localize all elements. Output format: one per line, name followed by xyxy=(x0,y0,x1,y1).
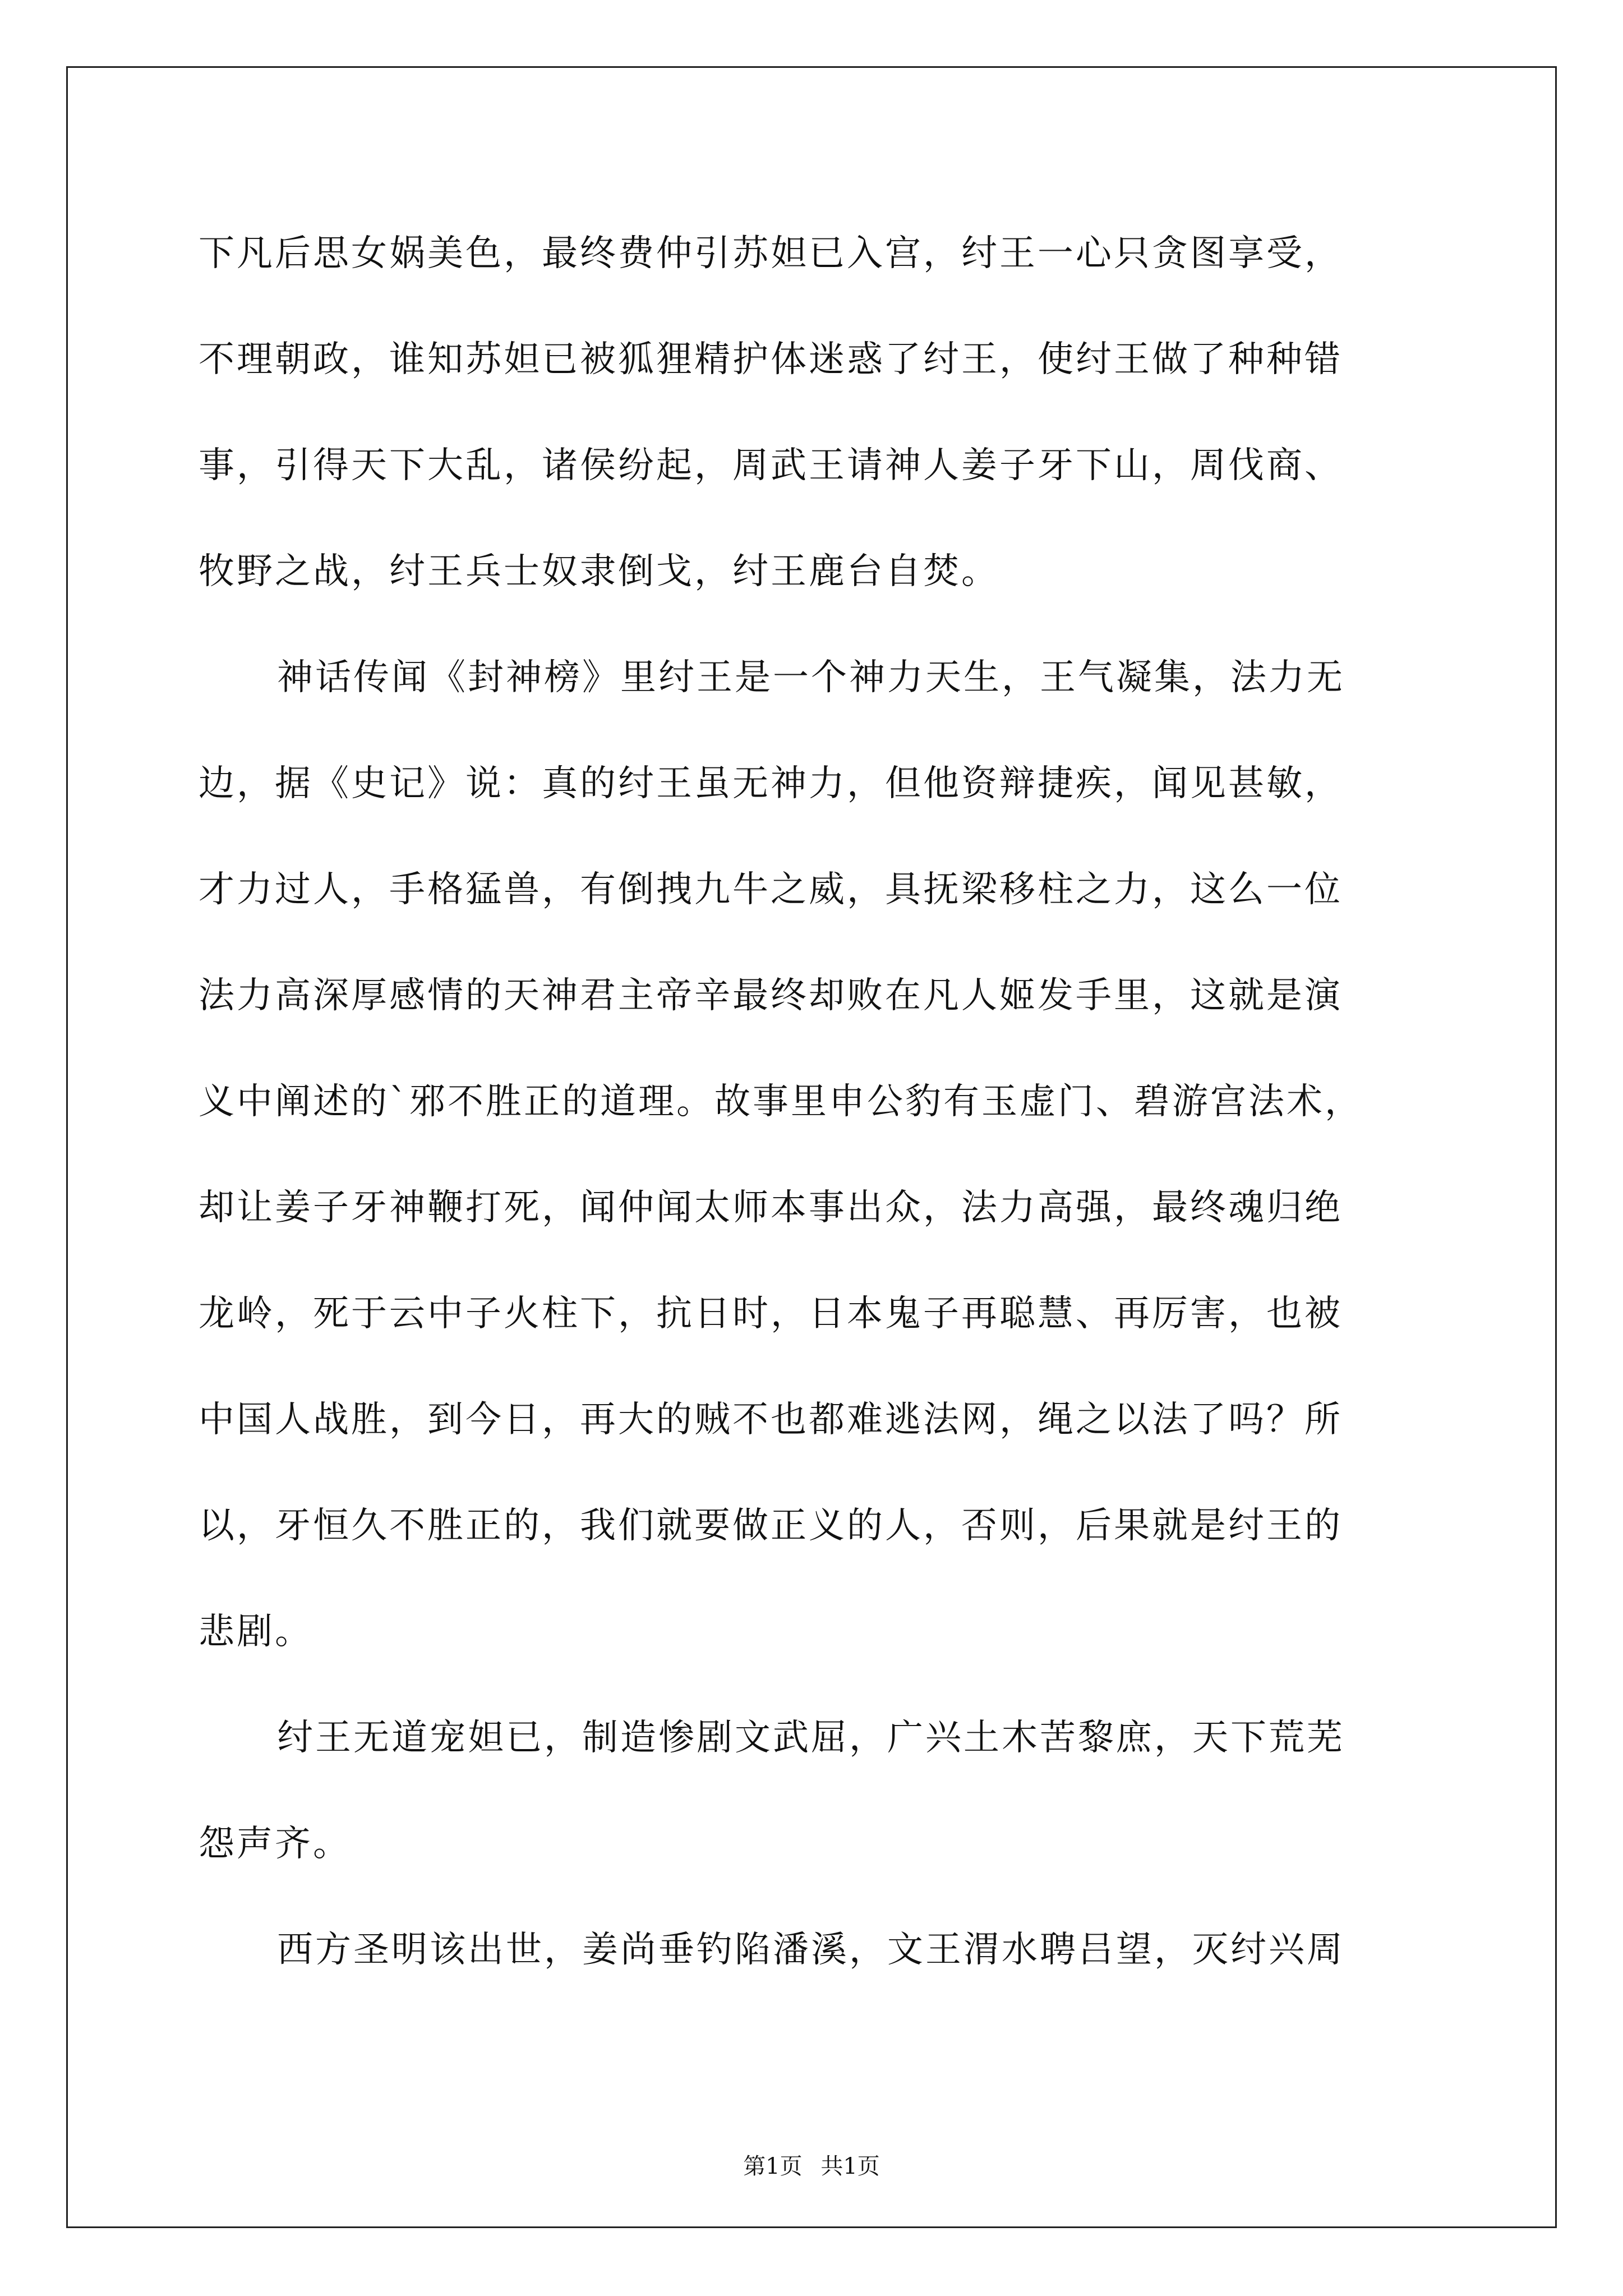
paragraph-first-line: 神话传闻《封神榜》里纣王是一个神力天生，王气凝集，法力无 xyxy=(277,657,1345,698)
text-line: 中国人战胜，到今日，再大的贼不也都难逃法网，绳之以法了吗？所 xyxy=(199,1399,1343,1441)
document-body xyxy=(199,201,1427,2003)
text-line: 却让姜子牙神鞭打死，闻仲闻太师本事出众，法力高强，最终魂归绝 xyxy=(199,1187,1343,1228)
text-line: 法力高深厚感情的天神君主帝辛最终却败在凡人姬发手里，这就是演 xyxy=(199,975,1343,1016)
paragraph-first-line: 西方圣明该出世，姜尚垂钓陷潘溪，文王渭水聘吕望，灭纣兴周 xyxy=(277,1929,1345,1971)
text-line: 下凡后思女娲美色，最终费仲引苏妲已入宫，纣王一心只贪图享受， xyxy=(199,233,1343,274)
text-line: 牧野之战，纣王兵士奴隶倒戈，纣王鹿台自焚。 xyxy=(199,551,999,592)
text-line: 龙岭，死于云中子火柱下，抗日时，日本鬼子再聪慧、再厉害，也被 xyxy=(199,1293,1343,1335)
paragraph-first-line: 纣王无道宠妲已，制造惨剧文武屈，广兴土木苦黎庶，天下荒芜 xyxy=(277,1717,1345,1759)
text-line: 以，牙恒久不胜正的，我们就要做正义的人，否则，后果就是纣王的 xyxy=(199,1505,1343,1547)
page-number-footer: 第1页 共1页 xyxy=(743,2154,880,2179)
text-line: 不理朝政，谁知苏妲已被狐狸精护体迷惑了纣王，使纣王做了种种错 xyxy=(199,339,1343,380)
text-line: 怨声齐。 xyxy=(199,1823,351,1865)
text-line: 才力过人，手格猛兽，有倒拽九牛之威，具抚梁移柱之力，这么一位 xyxy=(199,869,1343,910)
text-line: 边，据《史记》说：真的纣王虽无神力，但他资辩捷疾，闻见甚敏， xyxy=(199,763,1343,804)
text-line: 义中阐述的`邪不胜正的道理。故事里申公豹有玉虚门、碧游宫法术， xyxy=(199,1081,1363,1122)
text-line: 事，引得天下大乱，诸侯纷起，周武王请神人姜子牙下山，周伐商、 xyxy=(199,445,1343,486)
text-line: 悲剧。 xyxy=(199,1611,313,1653)
